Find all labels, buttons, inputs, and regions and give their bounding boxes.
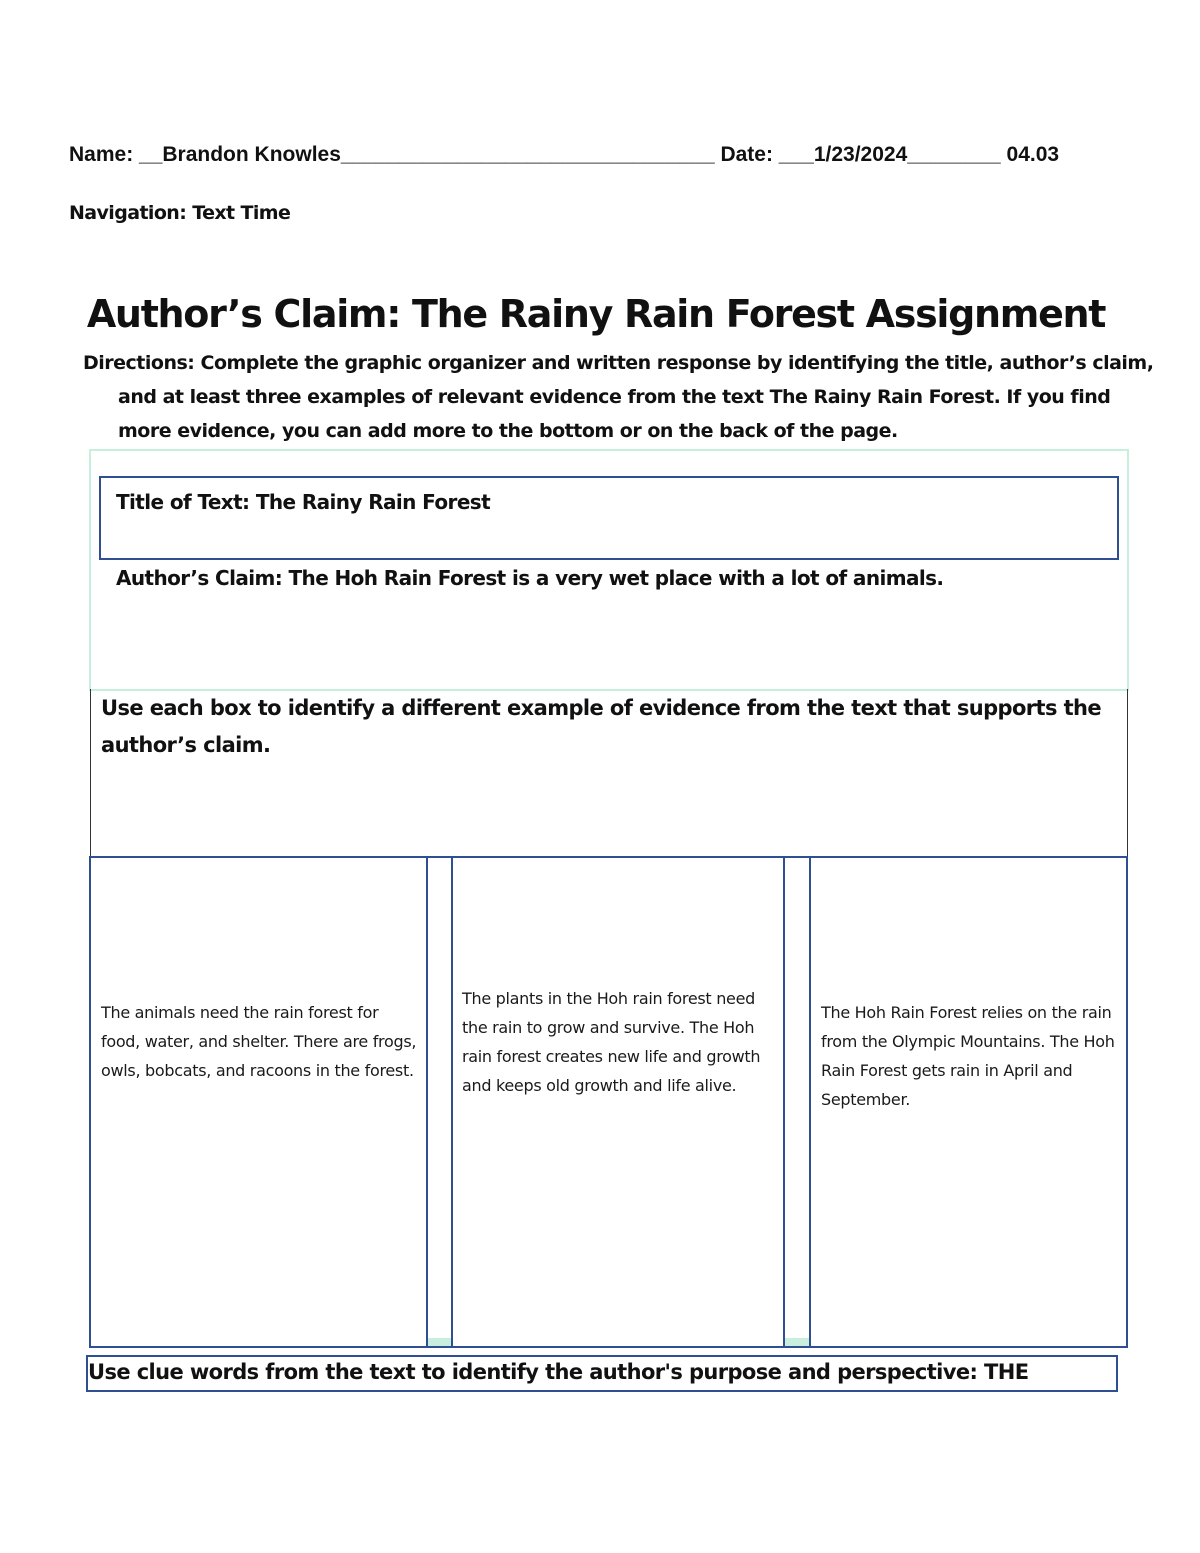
authors-claim-text: Author’s Claim: The Hoh Rain Forest is a very wet place with a lot of animals. [116, 566, 944, 590]
directions-text: Directions: Complete the graphic organizer and written response by identifying the title, author’s claim, and at least three examples of relevant evidence from the text The Rainy Rain Forest. If you find more evidence, you can add more to the bottom or on the back of the page. [83, 352, 1154, 442]
evidence-text-2: The plants in the Hoh rain forest need the rain to grow and survive. The Hoh rain forest creates new life and growth and keeps old growth and life alive. [462, 989, 761, 1095]
evidence-box-1 [89, 856, 428, 1348]
connector-1 [426, 856, 453, 1348]
connector-2 [783, 856, 811, 1348]
evidence-box-2 [451, 856, 785, 1348]
purpose-prompt-text: Use clue words from the text to identify the author's purpose and perspective: THE [88, 1360, 1029, 1384]
connector-1-fill [428, 1338, 451, 1346]
name-date-line: Name: __Brandon Knowles________________________________ Date: ___1/23/2024________ 04.03 [69, 143, 1060, 166]
title-of-text-box [99, 476, 1119, 560]
evidence-instruction-text: Use each box to identify a different example of evidence from the text that supports the author’s claim. [101, 696, 1102, 757]
page-title: Author’s Claim: The Rainy Rain Forest Assignment [86, 292, 1106, 336]
connector-2-fill [785, 1338, 809, 1346]
navigation-label: Navigation: Text Time [69, 202, 291, 224]
evidence-text-1: The animals need the rain forest for food, water, and shelter. There are frogs, owls, bobcats, and racoons in the forest. [101, 1003, 417, 1080]
title-of-text-label: Title of Text: The Rainy Rain Forest [116, 490, 491, 514]
evidence-text-3: The Hoh Rain Forest relies on the rain from the Olympic Mountains. The Hoh Rain Forest gets rain in April and September. [821, 1003, 1115, 1109]
